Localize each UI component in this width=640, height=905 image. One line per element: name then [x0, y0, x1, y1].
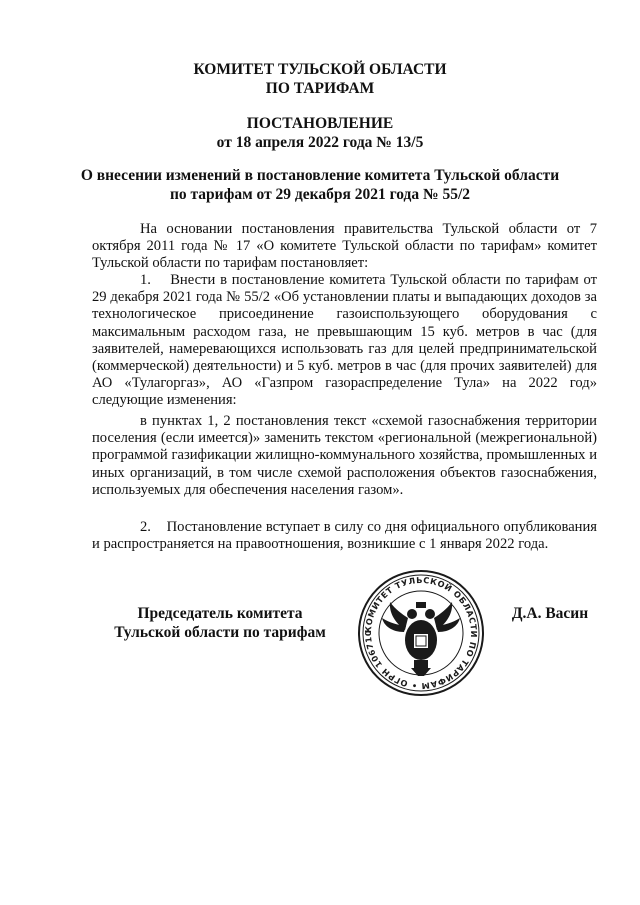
seal-stamp-icon: [356, 568, 486, 698]
official-seal: [356, 568, 486, 698]
item-1-paragraph: 1. Внести в постановление комитета Тульской области по тарифам от 29 декабря 2021 года № 55/2 «Об установлении платы и выпадающих доходов за технологическое присоединение газоиспользующего оборудования с максимальным расходом газа, не превышающим 15 куб. метров в час (для заявителей, намеревающихся использовать газ для целей предпринимательской (коммерческой) деятельности) и 5 куб. метров в час (для прочих заявителей) для АО «Тулагоргаз», АО «Газпром газораспределение Тула» на 2022 год» следующие изменения:: [92, 272, 597, 409]
item-1-subparagraph: в пунктах 1, 2 постановления текст «схемой газоснабжения территории поселения (если имеется)» заменить текстом «региональной (межрегиональной) программой газификации жилищно-коммунального хозяйства, промышленных и иных организаций, в том числе схемой расположения объектов газоснабжения, используемых для обеспечения населения газом».: [92, 413, 597, 498]
signatory-name: Д.А. Васин: [511, 605, 589, 622]
item-2-paragraph: 2. Постановление вступает в силу со дня официального опубликования и распространяется на правоотношения, возникшие с 1 января 2022 года.: [92, 519, 597, 553]
subject-line2: по тарифам от 29 декабря 2021 года № 55/2: [169, 186, 471, 203]
signatory-position-line1: Председатель комитета: [137, 605, 303, 622]
committee-name-line1: КОМИТЕТ ТУЛЬСКОЙ ОБЛАСТИ: [193, 61, 447, 78]
document-type: ПОСТАНОВЛЕНИЕ: [246, 115, 394, 132]
signatory-position-line2: Тульской области по тарифам: [114, 624, 326, 641]
subject-line1: О внесении изменений в постановление комитета Тульской области: [80, 167, 560, 184]
document-date-number: от 18 апреля 2022 года № 13/5: [216, 134, 424, 151]
preamble-paragraph: На основании постановления правительства Тульской области от 7 октября 2011 года № 17 «О комитете Тульской области по тарифам» комитет Тульской области по тарифам постановляет:: [92, 221, 597, 272]
signatory-position: [110, 604, 330, 642]
svg-text:КОМИТЕТ ТУЛЬСКОЙ ОБЛАСТИ ПО ТА: КОМИТЕТ ТУЛЬСКОЙ ОБЛАСТИ ПО ТАРИФАМ • ОГРН 106710: [362, 574, 480, 692]
committee-name-line2: ПО ТАРИФАМ: [265, 80, 375, 97]
